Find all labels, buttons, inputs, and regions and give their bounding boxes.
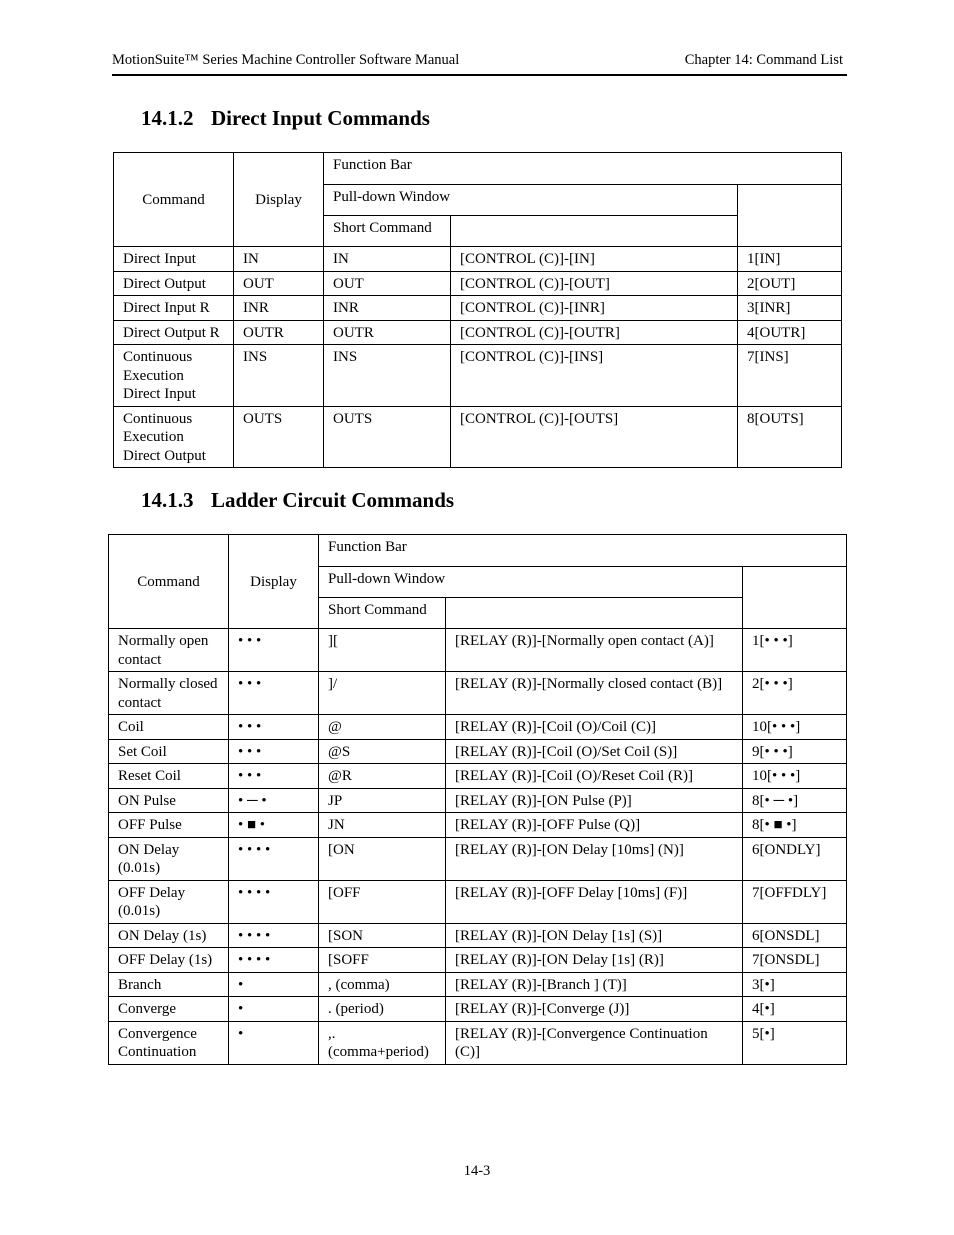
short-command-cell: , (comma) <box>319 972 446 997</box>
short-command-cell: INS <box>324 345 451 407</box>
display-cell: • • • • <box>229 837 319 880</box>
section-title: Direct Input Commands <box>211 106 430 130</box>
function-bar-cell: 8[OUTS] <box>738 406 842 468</box>
short-command-cell: IN <box>324 247 451 272</box>
pulldown-window-cell: [RELAY (R)]-[ON Delay [10ms] (N)] <box>446 837 743 880</box>
table-row <box>109 997 847 1022</box>
page-number: 14-3 <box>463 1163 491 1179</box>
header-short-command: Short Command <box>319 598 446 629</box>
header-empty-cell <box>446 598 743 629</box>
command-cell: Direct Input R <box>114 296 234 321</box>
function-bar-cell: 3[INR] <box>738 296 842 321</box>
short-command-cell: OUTR <box>324 320 451 345</box>
running-header <box>112 52 847 76</box>
header-function-bar: Function Bar <box>319 535 847 567</box>
section-number: 14.1.2 <box>141 106 194 130</box>
direct-input-commands-table <box>113 152 842 468</box>
ladder-circuit-commands-table <box>108 534 847 1065</box>
header-empty-cell <box>743 567 847 629</box>
display-cell: • • • • <box>229 923 319 948</box>
command-cell: Coil <box>109 715 229 740</box>
short-command-cell: [OFF <box>319 880 446 923</box>
pulldown-window-cell: [RELAY (R)]-[OFF Delay [10ms] (F)] <box>446 880 743 923</box>
section-heading-direct-input <box>141 106 430 131</box>
table-row <box>114 406 842 468</box>
short-command-cell: ][ <box>319 629 446 672</box>
pulldown-window-cell: [RELAY (R)]-[ON Pulse (P)] <box>446 788 743 813</box>
command-cell: Convergence Continuation <box>109 1021 229 1064</box>
command-cell: Normally open contact <box>109 629 229 672</box>
command-cell: Direct Input <box>114 247 234 272</box>
short-command-cell: OUT <box>324 271 451 296</box>
section-heading-ladder-circuit <box>141 488 454 513</box>
display-cell: INR <box>234 296 324 321</box>
short-command-cell: JN <box>319 813 446 838</box>
display-cell: • • • <box>229 672 319 715</box>
short-command-cell: INR <box>324 296 451 321</box>
short-command-cell: [SOFF <box>319 948 446 973</box>
header-empty-cell <box>738 185 842 247</box>
table-row <box>109 923 847 948</box>
display-cell: • • • • <box>229 880 319 923</box>
table-row <box>114 296 842 321</box>
display-cell: • • • • <box>229 948 319 973</box>
display-cell: • • • <box>229 715 319 740</box>
function-bar-cell: 10[• • •] <box>743 764 847 789</box>
pulldown-window-cell: [RELAY (R)]-[Branch ] (T)] <box>446 972 743 997</box>
display-cell: OUTR <box>234 320 324 345</box>
header-command: Command <box>114 153 234 247</box>
display-cell: • <box>229 972 319 997</box>
function-bar-cell: 2[• • •] <box>743 672 847 715</box>
function-bar-cell: 7[OFFDLY] <box>743 880 847 923</box>
pulldown-window-cell: [CONTROL (C)]-[OUT] <box>451 271 738 296</box>
section-title: Ladder Circuit Commands <box>211 488 455 512</box>
display-cell: • ─ • <box>229 788 319 813</box>
short-command-cell: [ON <box>319 837 446 880</box>
function-bar-cell: 7[ONSDL] <box>743 948 847 973</box>
command-cell: Continuous Execution Direct Output <box>114 406 234 468</box>
short-command-cell: OUTS <box>324 406 451 468</box>
function-bar-cell: 4[OUTR] <box>738 320 842 345</box>
function-bar-cell: 1[IN] <box>738 247 842 272</box>
pulldown-window-cell: [RELAY (R)]-[OFF Pulse (Q)] <box>446 813 743 838</box>
table-row <box>109 880 847 923</box>
header-pulldown-window: Pull-down Window <box>319 567 743 598</box>
table-header-row <box>109 535 847 567</box>
table-row <box>109 948 847 973</box>
display-cell: OUT <box>234 271 324 296</box>
command-cell: Direct Output <box>114 271 234 296</box>
table-row <box>109 629 847 672</box>
command-cell: Set Coil <box>109 739 229 764</box>
header-function-bar: Function Bar <box>324 153 842 185</box>
chapter-title: Chapter 14: Command List <box>684 52 843 68</box>
display-cell: • • • <box>229 764 319 789</box>
table-row <box>109 764 847 789</box>
pulldown-window-cell: [CONTROL (C)]-[INS] <box>451 345 738 407</box>
function-bar-cell: 3[•] <box>743 972 847 997</box>
display-cell: • ■ • <box>229 813 319 838</box>
display-cell: OUTS <box>234 406 324 468</box>
table-row <box>109 739 847 764</box>
display-cell: INS <box>234 345 324 407</box>
function-bar-cell: 8[• ─ •] <box>743 788 847 813</box>
command-cell: Converge <box>109 997 229 1022</box>
pulldown-window-cell: [CONTROL (C)]-[OUTR] <box>451 320 738 345</box>
manual-title: MotionSuite™ Series Machine Controller Software Manual <box>112 52 460 68</box>
table-row <box>114 345 842 407</box>
pulldown-window-cell: [RELAY (R)]-[Normally closed contact (B)] <box>446 672 743 715</box>
function-bar-cell: 5[•] <box>743 1021 847 1064</box>
display-cell: IN <box>234 247 324 272</box>
function-bar-cell: 8[• ■ •] <box>743 813 847 838</box>
header-display: Display <box>234 153 324 247</box>
function-bar-cell: 6[ONDLY] <box>743 837 847 880</box>
short-command-cell: . (period) <box>319 997 446 1022</box>
command-cell: Branch <box>109 972 229 997</box>
table-row <box>114 271 842 296</box>
function-bar-cell: 1[• • •] <box>743 629 847 672</box>
command-cell: Normally closed contact <box>109 672 229 715</box>
command-cell: Continuous Execution Direct Input <box>114 345 234 407</box>
function-bar-cell: 6[ONSDL] <box>743 923 847 948</box>
header-display: Display <box>229 535 319 629</box>
table-row <box>109 813 847 838</box>
pulldown-window-cell: [RELAY (R)]-[Convergence Continuation (C)] <box>446 1021 743 1064</box>
display-cell: • • • <box>229 739 319 764</box>
short-command-cell: @ <box>319 715 446 740</box>
pulldown-window-cell: [RELAY (R)]-[ON Delay [1s] (R)] <box>446 948 743 973</box>
table-row <box>109 672 847 715</box>
pulldown-window-cell: [RELAY (R)]-[ON Delay [1s] (S)] <box>446 923 743 948</box>
pulldown-window-cell: [RELAY (R)]-[Coil (O)/Coil (C)] <box>446 715 743 740</box>
short-command-cell: ,. (comma+period) <box>319 1021 446 1064</box>
command-cell: OFF Pulse <box>109 813 229 838</box>
pulldown-window-cell: [RELAY (R)]-[Converge (J)] <box>446 997 743 1022</box>
short-command-cell: ]/ <box>319 672 446 715</box>
pulldown-window-cell: [RELAY (R)]-[Coil (O)/Set Coil (S)] <box>446 739 743 764</box>
table-row <box>109 837 847 880</box>
table-row <box>109 715 847 740</box>
display-cell: • <box>229 997 319 1022</box>
function-bar-cell: 9[• • •] <box>743 739 847 764</box>
pulldown-window-cell: [CONTROL (C)]-[INR] <box>451 296 738 321</box>
command-cell: Direct Output R <box>114 320 234 345</box>
pulldown-window-cell: [CONTROL (C)]-[OUTS] <box>451 406 738 468</box>
table-row <box>114 320 842 345</box>
command-cell: ON Pulse <box>109 788 229 813</box>
function-bar-cell: 2[OUT] <box>738 271 842 296</box>
table-row <box>109 972 847 997</box>
short-command-cell: JP <box>319 788 446 813</box>
short-command-cell: @S <box>319 739 446 764</box>
function-bar-cell: 7[INS] <box>738 345 842 407</box>
table-row <box>109 788 847 813</box>
table-row <box>109 1021 847 1064</box>
short-command-cell: @R <box>319 764 446 789</box>
command-cell: OFF Delay (0.01s) <box>109 880 229 923</box>
header-command: Command <box>109 535 229 629</box>
header-empty-cell <box>451 216 738 247</box>
section-number: 14.1.3 <box>141 488 194 512</box>
header-pulldown-window: Pull-down Window <box>324 185 738 216</box>
pulldown-window-cell: [CONTROL (C)]-[IN] <box>451 247 738 272</box>
table-body <box>109 629 847 1065</box>
display-cell: • <box>229 1021 319 1064</box>
pulldown-window-cell: [RELAY (R)]-[Normally open contact (A)] <box>446 629 743 672</box>
table-header-row <box>114 153 842 185</box>
header-short-command: Short Command <box>324 216 451 247</box>
command-cell: OFF Delay (1s) <box>109 948 229 973</box>
command-cell: ON Delay (1s) <box>109 923 229 948</box>
command-cell: ON Delay (0.01s) <box>109 837 229 880</box>
table-body <box>114 247 842 468</box>
function-bar-cell: 10[• • •] <box>743 715 847 740</box>
function-bar-cell: 4[•] <box>743 997 847 1022</box>
display-cell: • • • <box>229 629 319 672</box>
table-row <box>114 247 842 272</box>
pulldown-window-cell: [RELAY (R)]-[Coil (O)/Reset Coil (R)] <box>446 764 743 789</box>
short-command-cell: [SON <box>319 923 446 948</box>
command-cell: Reset Coil <box>109 764 229 789</box>
